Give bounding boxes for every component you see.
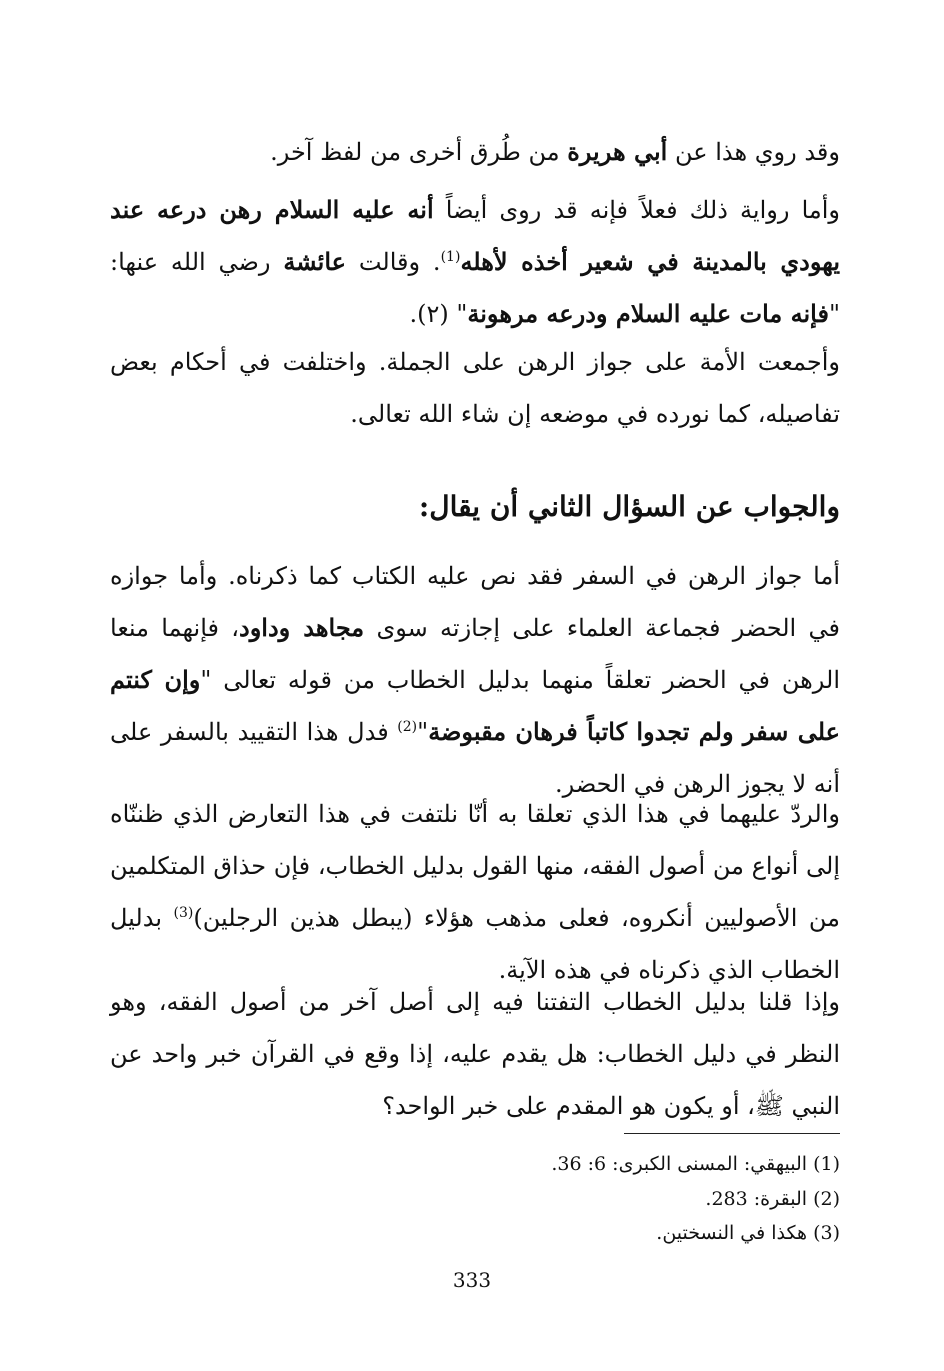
text-run: ، فإنهما منعا الرهن في الحضر تعلقاً منهما بدليل الخطاب من قوله تعالى " <box>110 614 840 694</box>
footnote-ref: (1) <box>440 249 461 265</box>
paragraph-4 <box>110 550 840 810</box>
footnote-ref: (2) <box>397 719 418 735</box>
paragraph-3 <box>110 336 840 440</box>
bold-text: مجاهد وداود <box>239 613 365 642</box>
bold-text: فإنه مات عليه السلام ودرعه مرهونة <box>467 299 829 328</box>
text-run: " (٢). <box>409 300 468 328</box>
text-run: وقد روي هذا عن <box>667 138 840 166</box>
bold-text: وإن كنتم على سفر ولم تجدوا كاتباً فرهان مقبوضة <box>110 665 841 746</box>
paragraph-2 <box>110 184 840 340</box>
section-heading: والجواب عن السؤال الثاني أن يقال: <box>418 490 840 523</box>
footnote-1: (1) البيهقي: المسنى الكبرى: 6: 36. <box>551 1153 840 1175</box>
text-run: أما جواز الرهن في السفر فقد نص عليه الكتاب كما ذكرناه. وأما جوازه في الحضر فجماعة العلماء على إجازته سوى <box>110 562 840 642</box>
footnote-divider <box>624 1133 840 1134</box>
text-run: . وقالت <box>345 248 441 276</box>
paragraph-5 <box>110 788 840 996</box>
bold-text: أبي هريرة <box>567 137 668 166</box>
text-run: وأجمعت الأمة على جواز الرهن على الجملة. واختلفت في أحكام بعض تفاصيله، كما نورده في موضعه إن شاء الله تعالى. <box>110 348 840 428</box>
paragraph-1 <box>110 126 840 178</box>
bold-text: عائشة <box>283 247 346 276</box>
text-run: من طُرق أخرى من لفظ آخر. <box>270 138 568 166</box>
paragraph-6 <box>110 976 840 1132</box>
text-run: رضي الله عنها: " <box>110 248 840 328</box>
text-run: بدليل الخطاب الذي ذكرناه في هذه الآية. <box>110 904 840 984</box>
bold-text: أنه عليه السلام رهن درعه عند يهودي بالمدينة في شعير أخذه لأهله <box>110 195 841 276</box>
page-number: 333 <box>452 1268 492 1292</box>
text-run: فدل هذا التقييد بالسفر على أنه لا يجوز الرهن في الحضر. <box>110 718 840 798</box>
text-run: وأما رواية ذلك فعلاً فإنه قد روى أيضاً <box>433 196 841 224</box>
footnote-2: (2) البقرة: 283. <box>705 1188 840 1210</box>
footnote-3: (3) هكذا في النسختين. <box>656 1222 840 1244</box>
text-run: والردّ عليهما في هذا الذي تعلقا به أنّا نلتفت في هذا التعارض الذي ظننّاه إلى أنواع من أصول الفقه، منها القول بدليل الخطاب، فإن حذاق المتكلمين من الأصوليين أنكروه، فعلى مذهب هؤلاء (يبطل هذين الرجلين) <box>110 800 840 932</box>
footnote-ref: (3) <box>173 905 194 921</box>
text-run: " <box>417 718 429 746</box>
text-run: وإذا قلنا بدليل الخطاب التفتنا فيه إلى أصل آخر من أصول الفقه، وهو النظر في دليل الخطاب: هل يقدم عليه، إذا وقع في القرآن خبر واحد عن النبي ﷺ، أو يكون هو المقدم على خبر الواحد؟ <box>110 988 840 1120</box>
